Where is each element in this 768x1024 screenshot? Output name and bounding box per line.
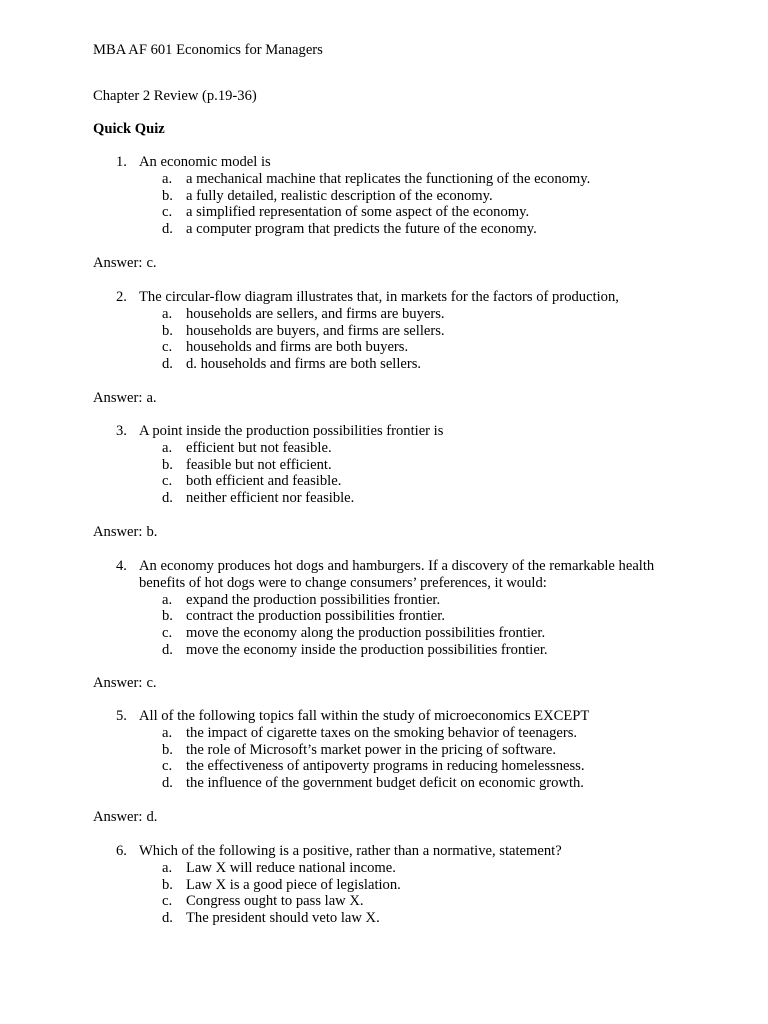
answer-line xyxy=(93,675,157,692)
choice-item xyxy=(93,725,693,742)
choice-text: the role of Microsoft’s market power in the pricing of software. xyxy=(186,741,557,758)
question-text: An economic model is xyxy=(139,154,271,170)
choice-letter: d. xyxy=(162,775,173,792)
question-stem xyxy=(93,558,659,592)
choice-text: households are buyers, and firms are sellers. xyxy=(186,322,445,339)
choice-letter: b. xyxy=(162,456,173,473)
answer-line xyxy=(93,390,157,407)
answer-label: Answer: xyxy=(93,255,143,271)
choice-text: Law X is a good piece of legislation. xyxy=(186,876,401,893)
choice-list xyxy=(93,306,693,373)
choice-item xyxy=(93,221,693,238)
choice-item xyxy=(93,592,693,609)
choice-list xyxy=(93,440,693,507)
choice-letter: a. xyxy=(162,859,173,876)
choice-letter: c. xyxy=(162,204,173,221)
question-2 xyxy=(93,289,693,373)
choice-item xyxy=(93,171,693,188)
choice-item xyxy=(93,742,693,759)
answer-value: c. xyxy=(146,675,157,691)
answer-value: d. xyxy=(146,809,158,825)
question-stem xyxy=(93,708,693,725)
choice-letter: c. xyxy=(162,473,173,490)
choice-letter: c. xyxy=(162,625,173,642)
choice-text: expand the production possibilities frontier. xyxy=(186,591,441,608)
question-stem xyxy=(93,423,693,440)
question-stem xyxy=(93,843,693,860)
choice-letter: d. xyxy=(162,641,173,658)
choice-item xyxy=(93,910,693,927)
question-number: 2. xyxy=(116,289,127,305)
choice-text: neither efficient nor feasible. xyxy=(186,490,355,507)
answer-label: Answer: xyxy=(93,390,143,406)
choice-list xyxy=(93,171,693,238)
question-stem xyxy=(93,154,693,171)
choice-item xyxy=(93,758,693,775)
choice-text: households and firms are both buyers. xyxy=(186,339,409,356)
answer-line xyxy=(93,809,157,826)
choice-letter: d. xyxy=(162,490,173,507)
choice-text: contract the production possibilities frontier. xyxy=(186,608,445,625)
question-number: 4. xyxy=(116,558,127,574)
question-5 xyxy=(93,708,693,792)
answer-label: Answer: xyxy=(93,675,143,691)
choice-text: The president should veto law X. xyxy=(186,910,380,927)
answer-label: Answer: xyxy=(93,524,143,540)
choice-item xyxy=(93,473,693,490)
choice-letter: b. xyxy=(162,741,173,758)
choice-item xyxy=(93,608,693,625)
answer-label: Answer: xyxy=(93,809,143,825)
choice-item xyxy=(93,893,693,910)
answer-value: c. xyxy=(146,255,157,271)
section-title: Quick Quiz xyxy=(93,121,165,137)
choice-item xyxy=(93,625,693,642)
choice-item xyxy=(93,306,693,323)
choice-letter: a. xyxy=(162,591,173,608)
question-1 xyxy=(93,154,693,238)
choice-item xyxy=(93,642,693,659)
question-6 xyxy=(93,843,693,927)
answer-line xyxy=(93,524,157,541)
choice-text: the influence of the government budget deficit on economic growth. xyxy=(186,775,584,792)
choice-list xyxy=(93,860,693,927)
choice-text: Congress ought to pass law X. xyxy=(186,893,364,910)
choice-item xyxy=(93,339,693,356)
question-stem xyxy=(93,289,693,306)
question-text: All of the following topics fall within the study of microeconomics EXCEPT xyxy=(139,708,590,724)
choice-text: the effectiveness of antipoverty programs in reducing homelessness. xyxy=(186,758,585,775)
choice-item xyxy=(93,490,693,507)
choice-text: a computer program that predicts the future of the economy. xyxy=(186,221,537,238)
answer-value: b. xyxy=(146,524,158,540)
choice-letter: b. xyxy=(162,876,173,893)
choice-text: a fully detailed, realistic description of the economy. xyxy=(186,187,493,204)
choice-letter: b. xyxy=(162,187,173,204)
choice-letter: a. xyxy=(162,724,173,741)
choice-letter: b. xyxy=(162,608,173,625)
question-text: An economy produces hot dogs and hamburgers. If a discovery of the remarkable health benefits of hot dogs were to change consumers’ preferences, it would: xyxy=(139,558,655,591)
choice-item xyxy=(93,440,693,457)
question-number: 5. xyxy=(116,708,127,724)
question-text: The circular-flow diagram illustrates that, in markets for the factors of production, xyxy=(139,289,619,305)
choice-item xyxy=(93,204,693,221)
question-4 xyxy=(93,558,693,659)
question-number: 3. xyxy=(116,423,127,439)
choice-text: move the economy along the production possibilities frontier. xyxy=(186,625,546,642)
choice-text: a mechanical machine that replicates the functioning of the economy. xyxy=(186,170,591,187)
question-text: A point inside the production possibilities frontier is xyxy=(139,423,444,439)
choice-text: feasible but not efficient. xyxy=(186,456,332,473)
question-number: 6. xyxy=(116,843,127,859)
choice-text: d. households and firms are both sellers. xyxy=(186,356,422,373)
question-text: Which of the following is a positive, rather than a normative, statement? xyxy=(139,843,562,859)
choice-text: Law X will reduce national income. xyxy=(186,859,396,876)
choice-text: both efficient and feasible. xyxy=(186,473,342,490)
choice-text: the impact of cigarette taxes on the smoking behavior of teenagers. xyxy=(186,724,578,741)
choice-item xyxy=(93,323,693,340)
choice-item xyxy=(93,775,693,792)
choice-text: households are sellers, and firms are buyers. xyxy=(186,305,445,322)
choice-letter: c. xyxy=(162,758,173,775)
choice-item xyxy=(93,356,693,373)
choice-item xyxy=(93,188,693,205)
choice-item xyxy=(93,860,693,877)
choice-letter: a. xyxy=(162,439,173,456)
choice-text: a simplified representation of some aspect of the economy. xyxy=(186,204,530,221)
choice-letter: c. xyxy=(162,339,173,356)
choice-item xyxy=(93,457,693,474)
question-number: 1. xyxy=(116,154,127,170)
choice-letter: b. xyxy=(162,322,173,339)
answer-line xyxy=(93,255,157,272)
choice-letter: d. xyxy=(162,910,173,927)
course-title: MBA AF 601 Economics for Managers xyxy=(93,42,323,58)
choice-letter: d. xyxy=(162,221,173,238)
choice-letter: d. xyxy=(162,356,173,373)
choice-text: efficient but not feasible. xyxy=(186,439,332,456)
choice-item xyxy=(93,877,693,894)
question-3 xyxy=(93,423,693,507)
choice-text: move the economy inside the production possibilities frontier. xyxy=(186,641,548,658)
choice-letter: c. xyxy=(162,893,173,910)
choice-list xyxy=(93,592,693,659)
choice-letter: a. xyxy=(162,170,173,187)
choice-list xyxy=(93,725,693,792)
choice-letter: a. xyxy=(162,305,173,322)
chapter-title: Chapter 2 Review (p.19-36) xyxy=(93,88,257,104)
answer-value: a. xyxy=(146,390,157,406)
